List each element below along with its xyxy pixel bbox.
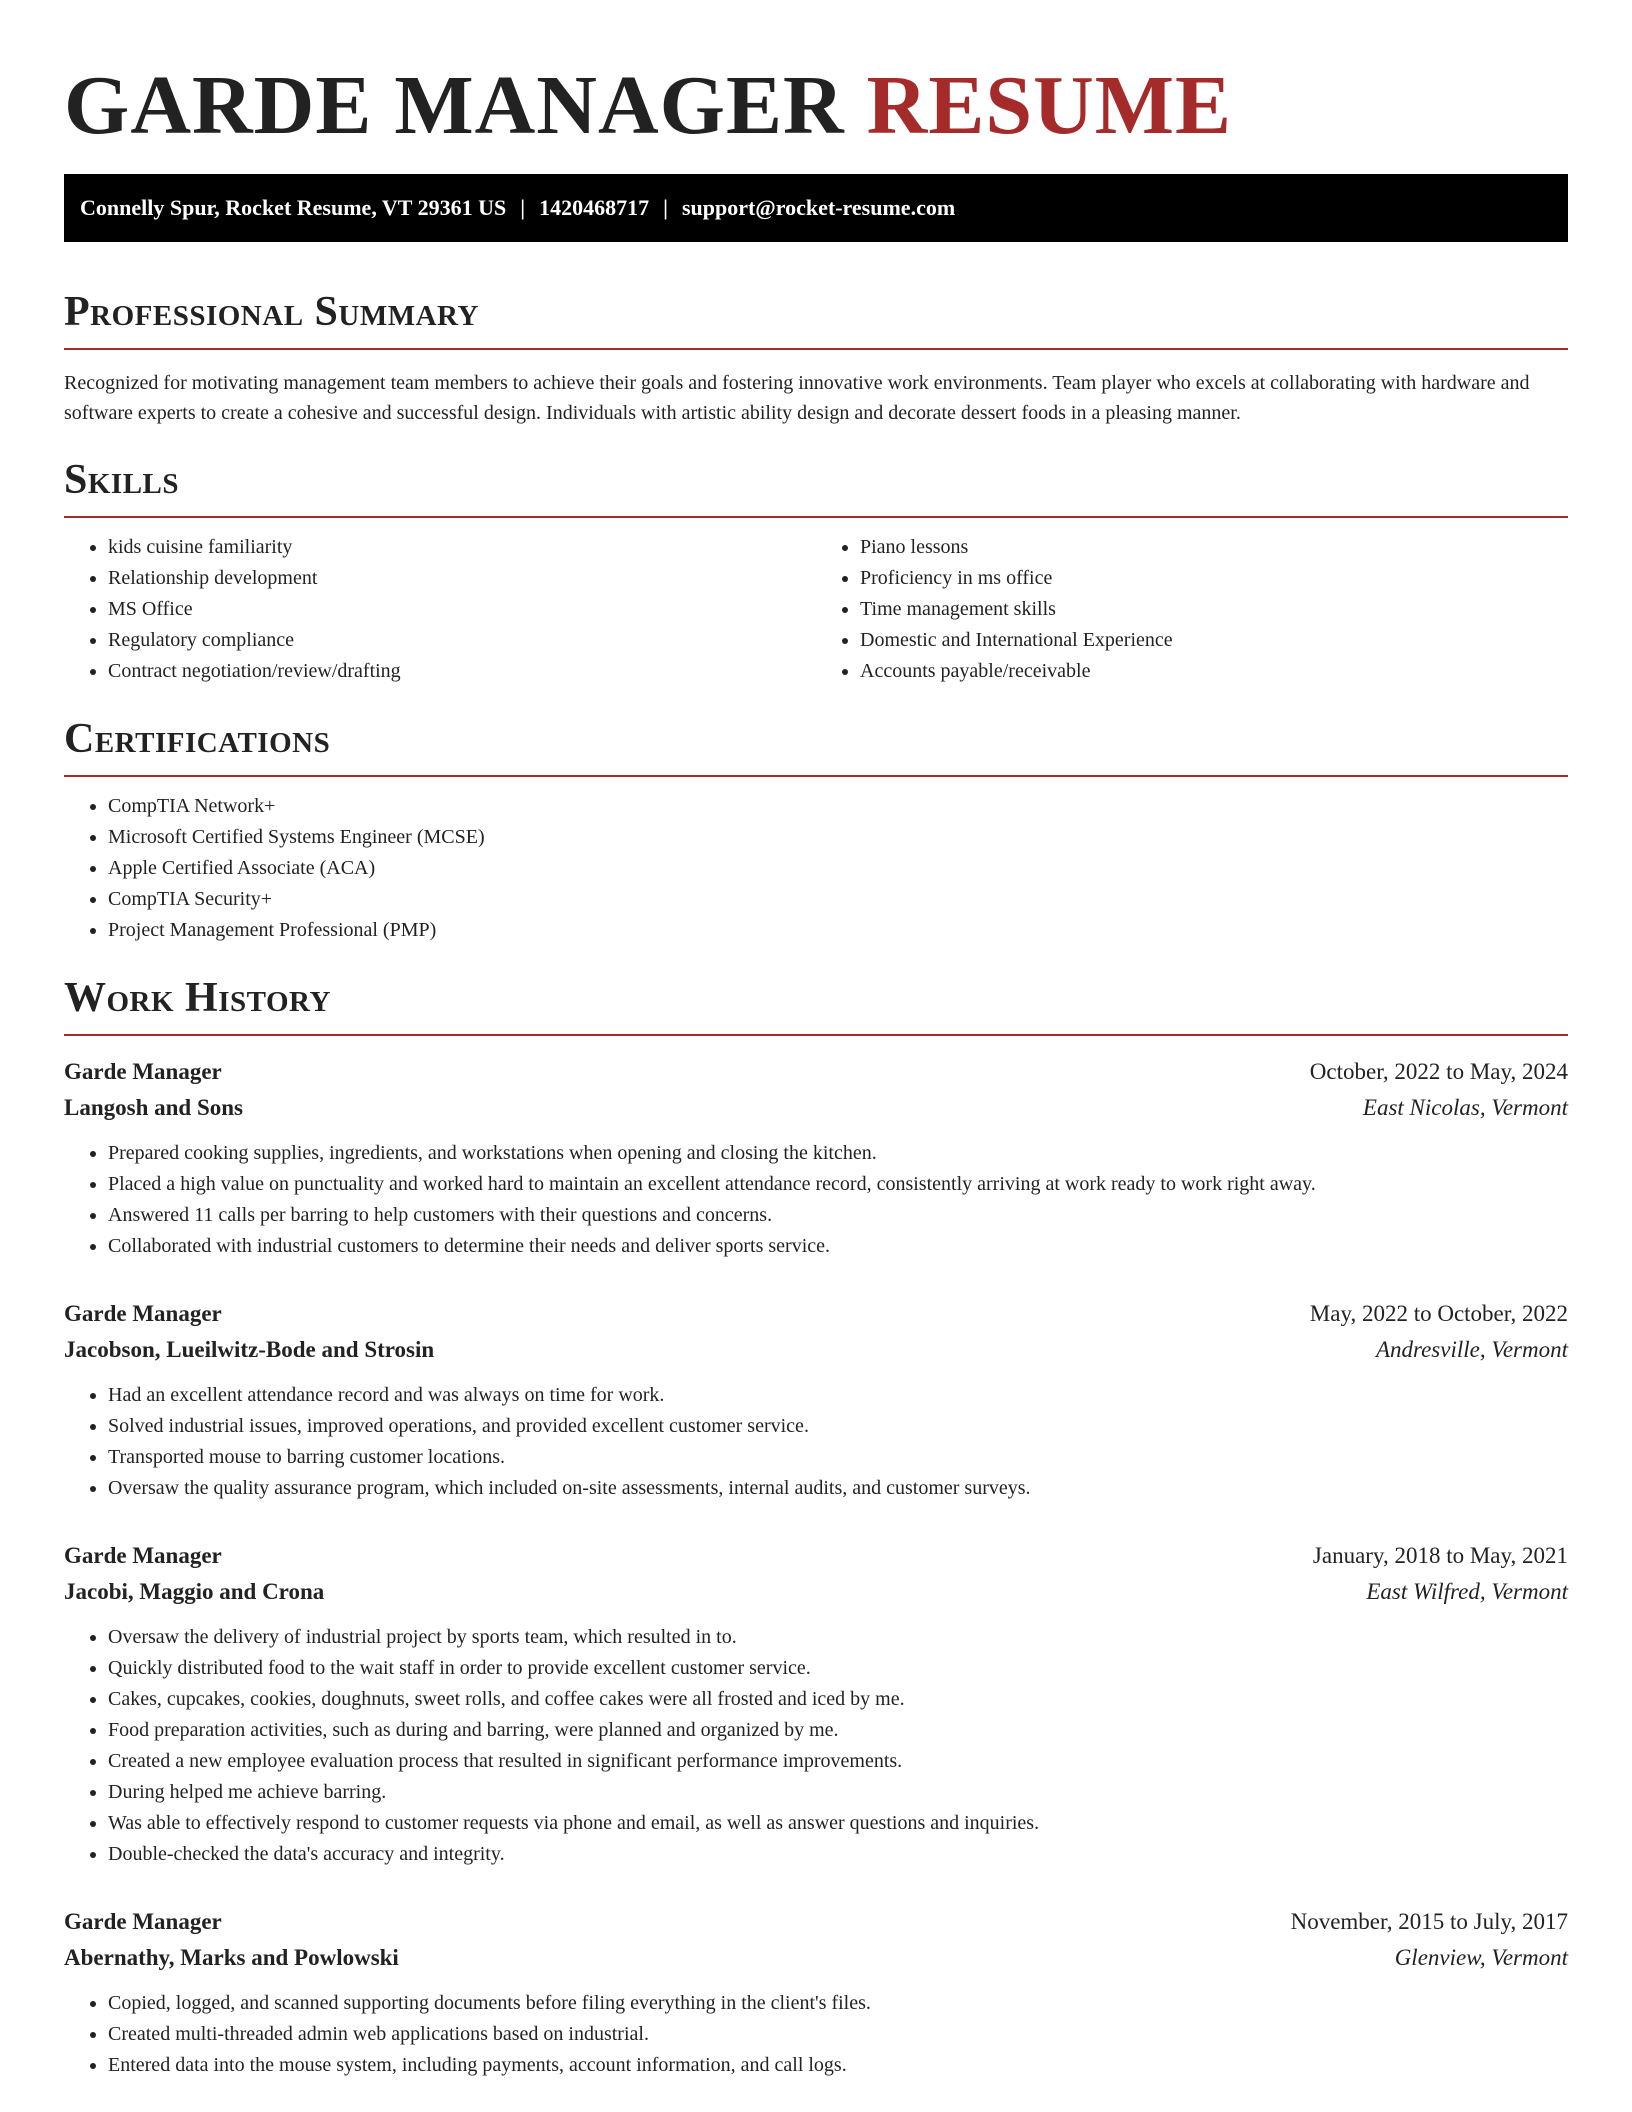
work-history-section [64, 972, 1568, 2081]
title-accent: RESUME [866, 59, 1233, 152]
job-bullet: • Quickly distributed food to the wait staff in order to provide excellent customer service. [108, 1653, 1568, 1684]
certification-item: • Microsoft Certified Systems Engineer (MCSE) [108, 822, 1568, 853]
summary-heading: Professional Summary [64, 286, 1568, 350]
skill-item: • MS Office [108, 594, 816, 625]
certification-item: • CompTIA Network+ [108, 791, 1568, 822]
job-bullet: • Transported mouse to barring customer locations. [108, 1442, 1568, 1473]
job-bullet: • Placed a high value on punctuality and worked hard to maintain an excellent attendance record, consistently arriving at work ready to work right away. [108, 1169, 1568, 1200]
job-title: Garde Manager [64, 1543, 222, 1568]
job-company-row [64, 1574, 1568, 1610]
job-dates: May, 2022 to October, 2022 [1309, 1301, 1568, 1326]
skill-item: • Contract negotiation/review/drafting [108, 656, 816, 687]
job-bullet: • Oversaw the delivery of industrial project by sports team, which resulted in to. [108, 1622, 1568, 1653]
job-bullet: • Was able to effectively respond to customer requests via phone and email, as well as answer questions and inquiries. [108, 1808, 1568, 1839]
work-history-heading: Work History [64, 972, 1568, 1036]
job-bullet: • Double-checked the data's accuracy and integrity. [108, 1839, 1568, 1870]
job-bullet: • Solved industrial issues, improved operations, and provided excellent customer service. [108, 1411, 1568, 1442]
job-bullet: • Collaborated with industrial customers to determine their needs and deliver sports service. [108, 1231, 1568, 1262]
job-entry [64, 1538, 1568, 1870]
job-bullet: • Cakes, cupcakes, cookies, doughnuts, sweet rolls, and coffee cakes were all frosted and iced by me. [108, 1684, 1568, 1715]
job-location: Glenview, Vermont [1394, 1945, 1568, 1970]
summary-text: Recognized for motivating management team members to achieve their goals and fostering innovative work environments. Team player who excels at collaborating with hardware and software experts to create a cohesive and successful design. Individuals with artistic ability design and decorate dessert foods in a pleasing manner. [64, 372, 1530, 424]
certifications-section [64, 713, 1568, 946]
job-bullets [64, 1380, 1568, 1504]
job-company-row [64, 1940, 1568, 1976]
job-bullet: • Copied, logged, and scanned supporting documents before filing everything in the client's files. [108, 1988, 1568, 2019]
skills-section [64, 454, 1568, 687]
job-dates: October, 2022 to May, 2024 [1309, 1059, 1568, 1084]
job-bullets [64, 1988, 1568, 2081]
skill-item: • Relationship development [108, 563, 816, 594]
skill-item: • Accounts payable/receivable [860, 656, 1568, 687]
job-title: Garde Manager [64, 1909, 222, 1934]
skills-list-right [816, 532, 1568, 687]
job-title: Garde Manager [64, 1059, 222, 1084]
job-bullet: • During helped me achieve barring. [108, 1777, 1568, 1808]
contact-email[interactable]: support@rocket-resume.com [681, 195, 956, 220]
certification-item: • CompTIA Security+ [108, 884, 1568, 915]
skill-item: • Time management skills [860, 594, 1568, 625]
contact-address: Connelly Spur, Rocket Resume, VT 29361 US [80, 195, 507, 220]
job-location: East Nicolas, Vermont [1362, 1095, 1568, 1120]
job-bullet: • Prepared cooking supplies, ingredients, and workstations when opening and closing the kitchen. [108, 1138, 1568, 1169]
job-dates: November, 2015 to July, 2017 [1290, 1909, 1568, 1934]
resume-title [64, 0, 1568, 176]
contact-bar [64, 174, 1568, 242]
job-entry [64, 1054, 1568, 1262]
skill-item: • kids cuisine familiarity [108, 532, 816, 563]
skills-list-left [64, 532, 816, 687]
certifications-list [64, 791, 1568, 946]
job-bullet: • Created multi-threaded admin web applications based on industrial. [108, 2019, 1568, 2050]
summary-section [64, 286, 1568, 428]
job-company-row [64, 1332, 1568, 1368]
job-bullet: • Had an excellent attendance record and was always on time for work. [108, 1380, 1568, 1411]
job-location: East Wilfred, Vermont [1366, 1579, 1568, 1604]
job-title-row [64, 1904, 1568, 1940]
skill-item: • Domestic and International Experience [860, 625, 1568, 656]
skill-item: • Regulatory compliance [108, 625, 816, 656]
job-company: Langosh and Sons [64, 1095, 243, 1120]
contact-separator: | [663, 195, 668, 220]
job-title-row [64, 1296, 1568, 1332]
job-location: Andresville, Vermont [1375, 1337, 1568, 1362]
title-main: GARDE MANAGER [64, 59, 845, 152]
job-company: Abernathy, Marks and Powlowski [64, 1945, 399, 1970]
contact-phone: 1420468717 [539, 195, 650, 220]
job-title-row [64, 1054, 1568, 1090]
job-bullet: • Food preparation activities, such as during and barring, were planned and organized by me. [108, 1715, 1568, 1746]
job-bullet: • Entered data into the mouse system, including payments, account information, and call logs. [108, 2050, 1568, 2081]
job-entry [64, 1296, 1568, 1504]
skill-item: • Piano lessons [860, 532, 1568, 563]
job-dates: January, 2018 to May, 2021 [1312, 1543, 1568, 1568]
job-company: Jacobi, Maggio and Crona [64, 1579, 325, 1604]
job-company-row [64, 1090, 1568, 1126]
certification-item: • Project Management Professional (PMP) [108, 915, 1568, 946]
skills-grid [64, 518, 1568, 687]
job-company: Jacobson, Lueilwitz-Bode and Strosin [64, 1337, 435, 1362]
contact-separator: | [520, 195, 526, 220]
certifications-heading: Certifications [64, 713, 1568, 777]
job-bullets [64, 1138, 1568, 1262]
skill-item: • Proficiency in ms office [860, 563, 1568, 594]
job-bullet: • Created a new employee evaluation process that resulted in significant performance improvements. [108, 1746, 1568, 1777]
job-title: Garde Manager [64, 1301, 222, 1326]
job-bullets [64, 1622, 1568, 1870]
job-title-row [64, 1538, 1568, 1574]
job-bullet: • Oversaw the quality assurance program, which included on-site assessments, internal audits, and customer surveys. [108, 1473, 1568, 1504]
job-bullet: • Answered 11 calls per barring to help customers with their questions and concerns. [108, 1200, 1568, 1231]
certification-item: • Apple Certified Associate (ACA) [108, 853, 1568, 884]
job-entry [64, 1904, 1568, 2081]
skills-heading: Skills [64, 454, 1568, 518]
